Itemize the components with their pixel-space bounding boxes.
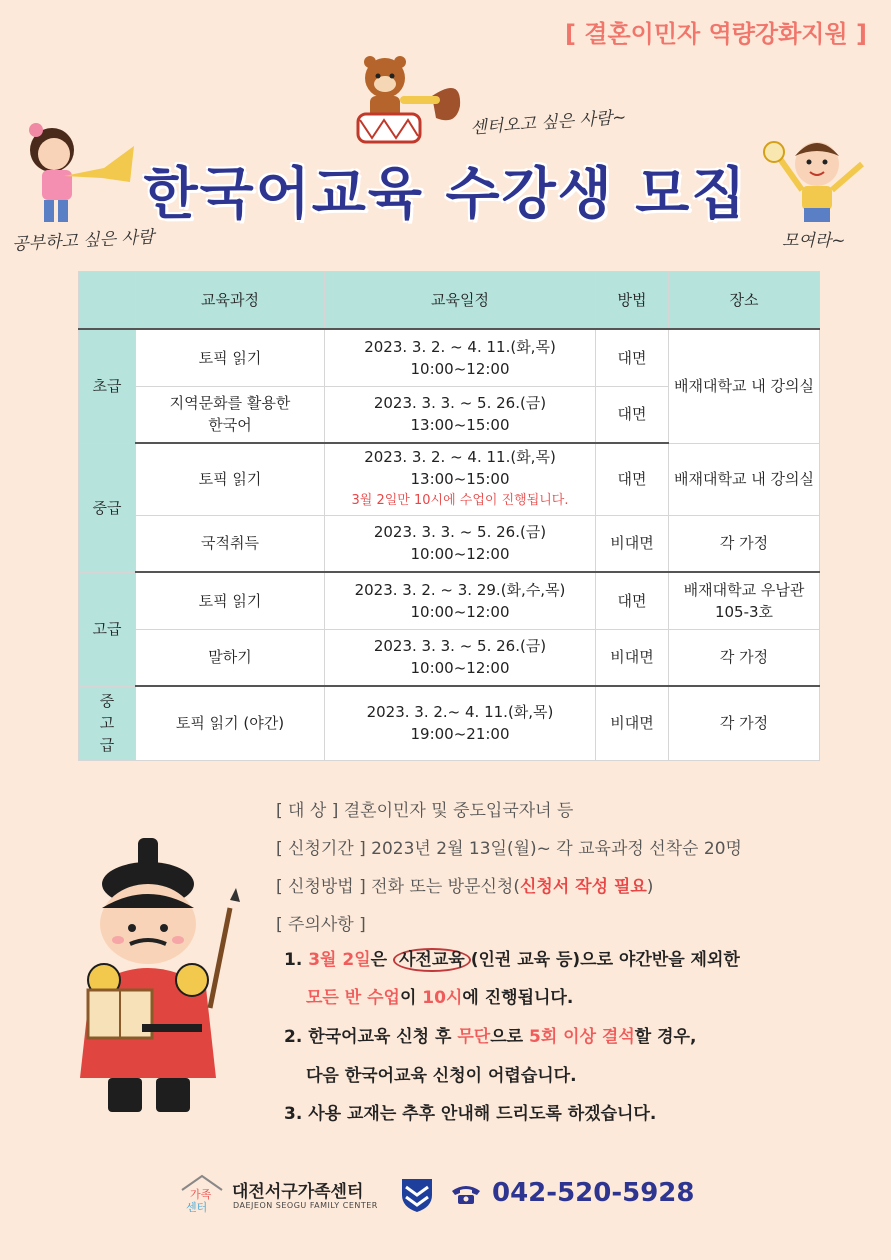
- place-cell: 배재대학교 내 강의실: [669, 329, 820, 443]
- table-row: [79, 443, 820, 515]
- family-center-logo-icon: [178, 1174, 226, 1214]
- schedule-date: 2023. 3. 3. ~ 5. 26.(금): [373, 394, 547, 413]
- header-method: 방법: [596, 272, 669, 330]
- notice-number: 1.: [284, 950, 303, 970]
- handwriting-gather: 모여라~: [782, 231, 846, 251]
- table-row: [79, 629, 820, 686]
- place-cell: 각 가정: [669, 686, 820, 760]
- place-line: 배재대학교 우남관: [683, 580, 805, 599]
- schedule-time: 13:00~15:00: [410, 470, 510, 489]
- info-method-line: [276, 872, 653, 897]
- place-line: 105-3호: [714, 602, 774, 621]
- level-mid-advanced: [79, 686, 136, 760]
- level-advanced: 고급: [79, 572, 136, 686]
- schedule-time: 10:00~12:00: [410, 602, 510, 621]
- notice-highlight: 무단: [457, 1027, 491, 1047]
- page-title: 한국어교육 수강생 모집: [143, 162, 748, 227]
- schedule-time: 19:00~21:00: [410, 725, 510, 744]
- course-line: 한국어: [208, 416, 252, 435]
- schedule-note: 3월 2일만 10시에 수업이 진행됩니다.: [351, 493, 569, 509]
- method-cell: 비대면: [596, 686, 669, 760]
- schedule-date: 2023. 3. 2.~ 4. 11.(화,목): [366, 703, 554, 722]
- level-char: 급: [99, 736, 115, 754]
- method-cell: 대면: [596, 386, 669, 443]
- target-label: [ 대 상 ]: [276, 801, 339, 821]
- method-required: 신청서 작성 필요: [520, 877, 647, 897]
- squirrel-drummer-illustration: [340, 56, 470, 152]
- notice-highlight: 10시: [422, 988, 463, 1008]
- method-end: ): [646, 877, 654, 897]
- course-line: 지역문화를 활용한: [169, 394, 291, 413]
- schedule-cell: [325, 386, 596, 443]
- caution-label: [ 주의사항 ]: [276, 915, 366, 935]
- schedule-cell: [325, 629, 596, 686]
- notice-highlight: 3월 2일: [308, 950, 371, 970]
- info-target-line: [276, 796, 573, 821]
- table-row: [79, 686, 820, 760]
- level-char: 고: [99, 714, 115, 732]
- course-cell: 토픽 읽기: [136, 329, 325, 386]
- schedule-time: 10:00~12:00: [410, 659, 510, 678]
- notice-number: 3.: [284, 1104, 303, 1124]
- place-cell: [669, 572, 820, 629]
- notice-text: 사용 교재는 추후 안내해 드리도록 하겠습니다.: [308, 1104, 657, 1124]
- table-row: [79, 329, 820, 386]
- level-intermediate: 중급: [79, 443, 136, 572]
- header-level: [79, 272, 136, 330]
- notice-2-line-2: 다음 한국어교육 신청이 어렵습니다.: [306, 1066, 577, 1086]
- method-cell: 대면: [596, 443, 669, 515]
- notice-text: 할 경우,: [634, 1027, 697, 1047]
- notice-number: 2.: [284, 1027, 303, 1047]
- schedule-table: [78, 271, 820, 761]
- notice-text: 에 진행됩니다.: [462, 988, 574, 1008]
- course-cell: [136, 386, 325, 443]
- schedule-cell: [325, 686, 596, 760]
- notice-text: 으로: [490, 1027, 529, 1047]
- table-row: [79, 515, 820, 572]
- course-cell: 말하기: [136, 629, 325, 686]
- schedule-cell: [325, 443, 596, 515]
- method-value: 전화 또는 방문신청(: [371, 877, 520, 897]
- table-header-row: [79, 272, 820, 330]
- schedule-cell: [325, 329, 596, 386]
- course-cell: 토픽 읽기: [136, 572, 325, 629]
- handwriting-want-to-study: 공부하고 싶은 사람: [11, 227, 155, 255]
- course-cell: 국적취득: [136, 515, 325, 572]
- notice-3: [284, 1104, 656, 1124]
- schedule-date: 2023. 3. 2. ~ 3. 29.(화,수,목): [354, 580, 566, 599]
- period-value: 2023년 2월 13일(월)~ 각 교육과정 선착순 20명: [371, 839, 742, 859]
- schedule-cell: [325, 515, 596, 572]
- schedule-time: 10:00~12:00: [410, 545, 510, 564]
- phone-icon: [450, 1183, 482, 1205]
- method-label: [ 신청방법 ]: [276, 877, 366, 897]
- method-cell: 대면: [596, 329, 669, 386]
- header-schedule: 교육일정: [325, 272, 596, 330]
- schedule-cell: [325, 572, 596, 629]
- notice-circled-text: 사전교육: [393, 948, 471, 972]
- schedule-time: 10:00~12:00: [410, 359, 510, 378]
- method-cell: 대면: [596, 572, 669, 629]
- info-period-line: [276, 834, 742, 859]
- schedule-time: 13:00~15:00: [410, 416, 510, 435]
- method-cell: 비대면: [596, 629, 669, 686]
- notice-2-line-1: [284, 1027, 696, 1047]
- level-beginner: 초급: [79, 329, 136, 443]
- notice-1-line-1: [284, 950, 740, 970]
- king-reading-illustration: [80, 838, 255, 1118]
- method-cell: 비대면: [596, 515, 669, 572]
- period-label: [ 신청기간 ]: [276, 839, 366, 859]
- program-badge: [ 결혼이민자 역량강화지원 ]: [564, 20, 867, 48]
- level-char: 중: [99, 692, 115, 710]
- notice-1-line-2: [306, 988, 573, 1008]
- logo-text-center: 센터: [186, 1201, 208, 1214]
- center-name: 대전서구가족센터: [232, 1182, 364, 1202]
- notice-highlight: 모든 반 수업: [306, 988, 400, 1008]
- notice-highlight: 5회 이상 결석: [528, 1027, 635, 1047]
- place-cell: 각 가정: [669, 515, 820, 572]
- notice-text: 이: [399, 988, 423, 1008]
- place-cell: 배재대학교 내 강의실: [669, 443, 820, 515]
- header-place: 장소: [669, 272, 820, 330]
- target-value: 결혼이민자 및 중도입국자녀 등: [343, 801, 574, 821]
- schedule-date: 2023. 3. 2. ~ 4. 11.(화,목): [364, 448, 556, 467]
- header-course: 교육과정: [136, 272, 325, 330]
- notice-text: (인권 교육 등)으로 야간반을 제외한: [470, 950, 740, 970]
- center-english-name: DAEJEON SEOGU FAMILY CENTER: [233, 1201, 378, 1210]
- notice-text: 한국어교육 신청 후: [308, 1027, 458, 1047]
- schedule-date: 2023. 3. 3. ~ 5. 26.(금): [373, 523, 547, 542]
- handwriting-want-to-come: 센터오고 싶은 사람~: [469, 107, 628, 139]
- course-cell: 토픽 읽기: [136, 443, 325, 515]
- university-shield-icon: [400, 1177, 434, 1213]
- schedule-date: 2023. 3. 2. ~ 4. 11.(화,목): [364, 337, 556, 356]
- notice-text: 은: [370, 950, 393, 970]
- logo-text-family: 가족: [190, 1188, 212, 1201]
- schedule-date: 2023. 3. 3. ~ 5. 26.(금): [373, 637, 547, 656]
- course-cell: 토픽 읽기 (야간): [136, 686, 325, 760]
- table-row: [79, 572, 820, 629]
- place-cell: 각 가정: [669, 629, 820, 686]
- phone-number[interactable]: 042-520-5928: [492, 1178, 695, 1208]
